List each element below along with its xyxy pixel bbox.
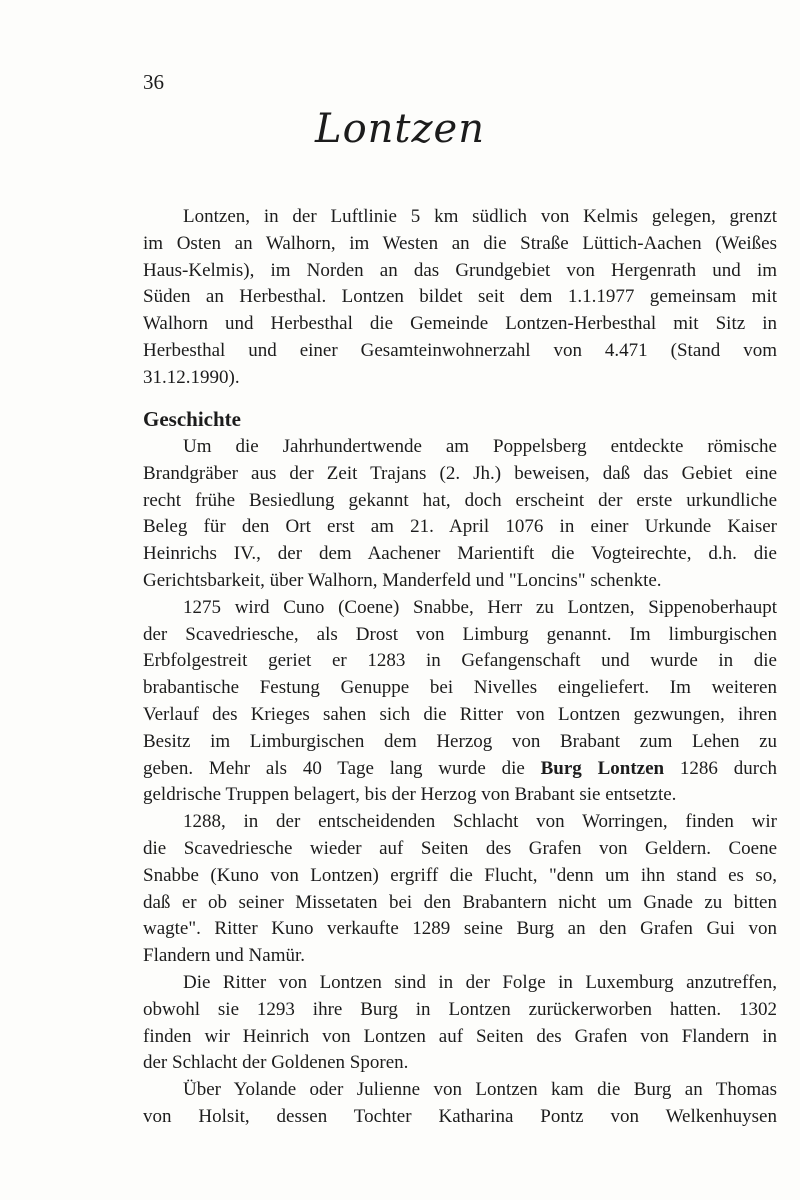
text-line: Die Ritter von Lontzen sind in der Folge in Luxemburg anzutreffen, [183, 971, 777, 993]
section-heading: Geschichte [143, 407, 241, 431]
text-line: 1288, in der entscheidenden Schlacht von Worringen, finden wir [183, 811, 777, 833]
text-line: finden wir Heinrich von Lontzen auf Seiten des Grafen von Flandern in [143, 1025, 777, 1047]
history-text [143, 434, 777, 1131]
text-line: die Scavedriesche wieder auf Seiten des Grafen von Geldern. Coene [143, 837, 777, 859]
page-title: Lontzen [315, 106, 485, 152]
text-line: Herbesthal und einer Gesamteinwohnerzahl von 4.471 (Stand vom [143, 339, 777, 361]
text-line: Erbfolgestreit geriet er 1283 in Gefangenschaft und wurde in die [143, 650, 777, 672]
text-line: geldrische Truppen belagert, bis der Herzog von Brabant sie entsetzte. [143, 784, 677, 806]
text-line: im Osten an Walhorn, im Westen an die Straße Lüttich-Aachen (Weißes [143, 232, 777, 254]
text-line: wagte". Ritter Kuno verkaufte 1289 seine Burg an den Grafen Gui von [143, 918, 777, 940]
text-line: Über Yolande oder Julienne von Lontzen kam die Burg an Thomas [183, 1079, 777, 1101]
text-line: 31.12.1990). [143, 366, 240, 388]
text-line: Verlauf des Krieges sahen sich die Ritter von Lontzen gezwungen, ihren [143, 703, 777, 725]
text-line: Brandgräber aus der Zeit Trajans (2. Jh.) beweisen, daß das Gebiet eine [143, 462, 777, 484]
text-line: 1275 wird Cuno (Coene) Snabbe, Herr zu Lontzen, Sippenoberhaupt [183, 596, 777, 618]
text-line: brabantische Festung Genuppe bei Nivelles eingeliefert. Im weiteren [143, 677, 777, 699]
text-line: daß er ob seiner Missetaten bei den Brabantern nicht um Gnade zu bitten [143, 891, 777, 913]
text-line: Walhorn und Herbesthal die Gemeinde Lontzen-Herbesthal mit Sitz in [143, 313, 777, 335]
text-line: obwohl sie 1293 ihre Burg in Lontzen zurückerworben hatten. 1302 [143, 998, 777, 1020]
text-line: Gerichtsbarkeit, über Walhorn, Manderfeld und "Loncins" schenkte. [143, 569, 662, 591]
text-line: von Holsit, dessen Tochter Katharina Pontz von Welkenhuysen [143, 1105, 777, 1127]
text-segment: 1286 durch [664, 757, 777, 779]
text-line: der Schlacht der Goldenen Sporen. [143, 1052, 409, 1074]
text-line: Heinrichs IV., der dem Aachener Marientift die Vogteirechte, d.h. die [143, 543, 777, 565]
text-segment: geben. Mehr als 40 Tage lang wurde die [143, 757, 541, 779]
page-number: 36 [143, 70, 164, 94]
text-line: Besitz im Limburgischen dem Herzog von Brabant zum Lehen zu [143, 730, 777, 752]
text-line: Lontzen, in der Luftlinie 5 km südlich von Kelmis gelegen, grenzt [183, 206, 777, 227]
text-line: Haus-Kelmis), im Norden an das Grundgebiet von Hergenrath und im [143, 259, 777, 281]
text-line: Snabbe (Kuno von Lontzen) ergriff die Flucht, "denn um ihn stand es so, [143, 864, 777, 886]
text-line: Flandern und Namür. [143, 945, 306, 967]
text-line: der Scavedriesche, als Drost von Limburg genannt. Im limburgischen [143, 623, 777, 645]
text-line: Beleg für den Ort erst am 21. April 1076 in einer Urkunde Kaiser [143, 516, 777, 538]
text-line [143, 756, 777, 783]
text-line: Um die Jahrhundertwende am Poppelsberg entdeckte römische [183, 436, 777, 457]
text-line: Süden an Herbesthal. Lontzen bildet seit dem 1.1.1977 gemeinsam mit [143, 286, 777, 308]
bold-term: Burg Lontzen [540, 757, 665, 779]
intro-paragraph [143, 204, 777, 392]
text-line: recht frühe Besiedlung gekannt hat, doch erscheint der erste urkundliche [143, 489, 777, 511]
